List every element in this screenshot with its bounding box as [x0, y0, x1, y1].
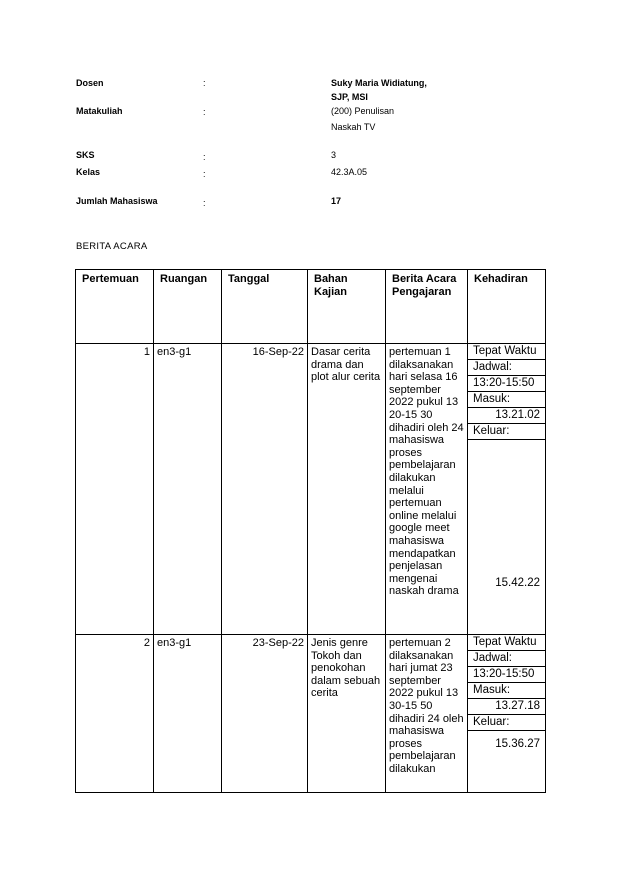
kehadiran-keluar-label: Keluar:	[468, 715, 545, 731]
kehadiran-keluar-cell	[468, 731, 545, 751]
value-jumlah-mahasiswa: 17	[331, 196, 342, 206]
kehadiran-jadwal-label: Jadwal:	[468, 360, 545, 376]
kehadiran-keluar-label: Keluar:	[468, 424, 545, 440]
cell-ruangan: en3-g1	[154, 635, 222, 793]
kehadiran-jadwal: 13:20-15:50	[468, 376, 545, 392]
cell-pertemuan: 2	[76, 635, 154, 793]
colon-dosen: :	[203, 78, 206, 88]
header-tanggal: Tanggal	[222, 270, 308, 344]
value-kelas: 42.3A.05	[331, 167, 368, 177]
cell-berita-acara: pertemuan 2 dilaksanakan hari jumat 23 september 2022 pukul 13 30-15 50 dihadiri 24 oleh mahasiswa proses pembelajaran dilakukan	[386, 635, 468, 793]
kehadiran-status: Tepat Waktu	[468, 635, 545, 651]
cell-tanggal: 23-Sep-22	[222, 635, 308, 793]
value-dosen-line2: SJP, MSI	[331, 92, 368, 102]
kehadiran-masuk: 13.21.02	[468, 408, 545, 424]
cell-kehadiran	[468, 635, 546, 793]
cell-kehadiran	[468, 344, 546, 635]
label-kelas: Kelas	[76, 167, 101, 177]
value-sks: 3	[331, 150, 337, 160]
berita-acara-table	[75, 269, 546, 793]
kehadiran-jadwal-label: Jadwal:	[468, 651, 545, 667]
kehadiran-jadwal: 13:20-15:50	[468, 667, 545, 683]
value-matakuliah-line2: Naskah TV	[331, 122, 376, 132]
kehadiran-keluar-cell	[468, 440, 545, 590]
table-header-row	[76, 270, 546, 344]
table-row	[76, 344, 546, 635]
colon-jumlah-mahasiswa: :	[203, 198, 206, 208]
kehadiran-masuk-label: Masuk:	[468, 683, 545, 699]
label-matakuliah: Matakuliah	[76, 106, 123, 116]
header-berita-acara: Berita Acara Pengajaran	[386, 270, 468, 344]
table-row	[76, 635, 546, 793]
header-pertemuan: Pertemuan	[76, 270, 154, 344]
colon-sks: :	[203, 152, 206, 162]
header-bahan-kajian: Bahan Kajian	[308, 270, 386, 344]
value-matakuliah-line1: (200) Penulisan	[331, 106, 395, 116]
kehadiran-keluar: 15.42.22	[495, 577, 540, 589]
cell-pertemuan: 1	[76, 344, 154, 635]
cell-bahan-kajian: Dasar cerita drama dan plot alur cerita	[308, 344, 386, 635]
colon-matakuliah: :	[203, 107, 206, 117]
label-jumlah-mahasiswa: Jumlah Mahasiswa	[76, 196, 158, 206]
header-kehadiran: Kehadiran	[468, 270, 546, 344]
label-dosen: Dosen	[76, 78, 104, 88]
header-ruangan: Ruangan	[154, 270, 222, 344]
cell-bahan-kajian: Jenis genre Tokoh dan penokohan dalam sebuah cerita	[308, 635, 386, 793]
section-title: BERITA ACARA	[76, 241, 148, 252]
cell-tanggal: 16-Sep-22	[222, 344, 308, 635]
value-dosen-line1: Suky Maria Widiatung,	[331, 78, 427, 88]
label-sks: SKS	[76, 150, 95, 160]
kehadiran-status: Tepat Waktu	[468, 344, 545, 360]
kehadiran-masuk: 13.27.18	[468, 699, 545, 715]
kehadiran-masuk-label: Masuk:	[468, 392, 545, 408]
cell-ruangan: en3-g1	[154, 344, 222, 635]
colon-kelas: :	[203, 169, 206, 179]
cell-berita-acara: pertemuan 1 dilaksanakan hari selasa 16 september 2022 pukul 13 20-15 30 dihadiri oleh 24 mahasiswa proses pembelajaran dilakukan melalui pertemuan online melalui google meet mahasiswa mendapatkan penjelasan mengenai naskah drama	[386, 344, 468, 635]
kehadiran-keluar: 15.36.27	[495, 738, 540, 750]
